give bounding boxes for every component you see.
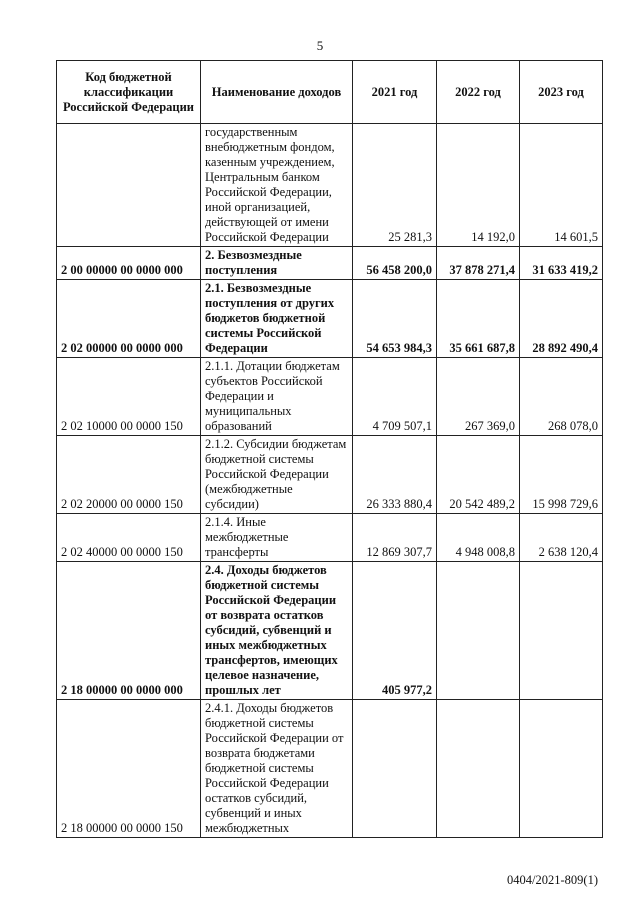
row-name: 2.4. Доходы бюджетов бюджетной системы Российской Федерации от возврата остатков субсидий, субвенций и иных межбюджетных трансфертов, имеющих целевое назначение, прошлых лет [201,562,353,700]
row-code: 2 02 10000 00 0000 150 [57,358,201,436]
row-value-2021: 25 281,3 [353,124,437,247]
row-code: 2 00 00000 00 0000 000 [57,247,201,280]
row-code: 2 18 00000 00 0000 000 [57,562,201,700]
row-code: 2 02 20000 00 0000 150 [57,436,201,514]
table-row [57,514,603,562]
table-row [57,700,603,838]
row-value-2023 [520,562,603,700]
column-header-2021: 2021 год [353,61,437,124]
row-code: 2 02 40000 00 0000 150 [57,514,201,562]
table-row [57,436,603,514]
document-number: 0404/2021-809(1) [507,873,598,887]
row-value-2023: 31 633 419,2 [520,247,603,280]
row-code [57,124,201,247]
row-value-2022 [437,562,520,700]
row-value-2021: 54 653 984,3 [353,280,437,358]
row-value-2021 [353,700,437,838]
page-number: 5 [316,38,324,53]
table-row [57,358,603,436]
column-header-code: Код бюджетной классификации Российской Федерации [57,61,201,124]
table-row [57,124,603,247]
row-name: 2.1.1. Дотации бюджетам субъектов Российской Федерации и муниципальных образований [201,358,353,436]
row-code: 2 02 00000 00 0000 000 [57,280,201,358]
table-row [57,247,603,280]
row-value-2021: 26 333 880,4 [353,436,437,514]
column-header-2023: 2023 год [520,61,603,124]
column-header-name: Наименование доходов [201,61,353,124]
table-header-row [57,61,603,124]
row-value-2022: 267 369,0 [437,358,520,436]
row-value-2021: 405 977,2 [353,562,437,700]
row-code: 2 18 00000 00 0000 150 [57,700,201,838]
row-value-2022: 37 878 271,4 [437,247,520,280]
row-value-2022: 14 192,0 [437,124,520,247]
row-value-2022: 20 542 489,2 [437,436,520,514]
row-name: государственным внебюджетным фондом, казенным учреждением, Центральным банком Российской Федерации, иной организацией, действующей от имени Российской Федерации [201,124,353,247]
row-value-2021: 12 869 307,7 [353,514,437,562]
row-name: 2.1. Безвозмездные поступления от других бюджетов бюджетной системы Российской Федерации [201,280,353,358]
row-value-2023: 15 998 729,6 [520,436,603,514]
row-value-2023: 28 892 490,4 [520,280,603,358]
row-value-2021: 56 458 200,0 [353,247,437,280]
column-header-2022: 2022 год [437,61,520,124]
row-value-2023: 268 078,0 [520,358,603,436]
row-value-2021: 4 709 507,1 [353,358,437,436]
table-row [57,562,603,700]
row-value-2022 [437,700,520,838]
row-name: 2.4.1. Доходы бюджетов бюджетной системы Российской Федерации от возврата бюджетами бюджетной системы Российской Федерации остатков субсидий, субвенций и иных межбюджетных [201,700,353,838]
row-value-2022: 35 661 687,8 [437,280,520,358]
table-row [57,280,603,358]
row-name: 2. Безвозмездные поступления [201,247,353,280]
row-value-2022: 4 948 008,8 [437,514,520,562]
revenue-table [56,60,603,838]
row-name: 2.1.2. Субсидии бюджетам бюджетной системы Российской Федерации (межбюджетные субсидии) [201,436,353,514]
row-value-2023 [520,700,603,838]
row-name: 2.1.4. Иные межбюджетные трансферты [201,514,353,562]
row-value-2023: 2 638 120,4 [520,514,603,562]
row-value-2023: 14 601,5 [520,124,603,247]
